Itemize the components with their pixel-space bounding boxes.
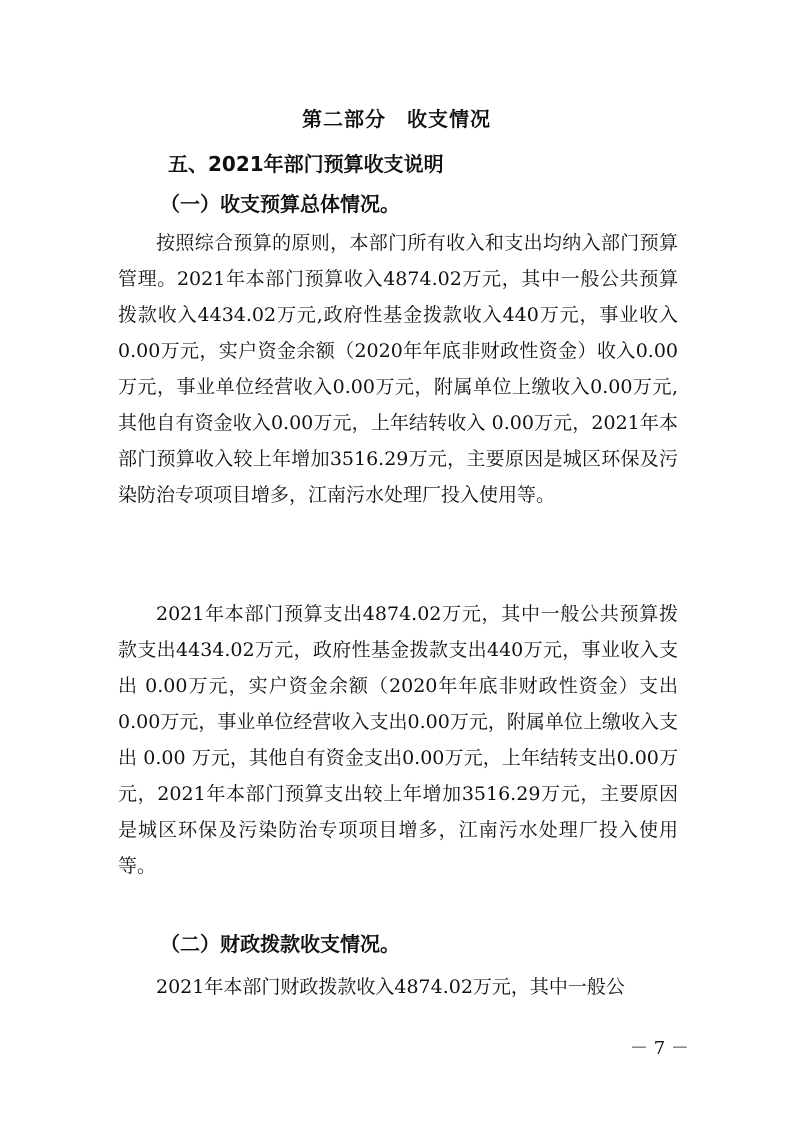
page-number: － 7 －: [630, 1038, 689, 1059]
subsection-heading-fiscal: （二）财政拨款收支情况。: [160, 932, 400, 956]
part-title: 第二部分 收支情况: [302, 107, 491, 131]
paragraph-fiscal-allocation: 2021年本部门财政拨款收入4874.02万元，其中一般公: [156, 976, 625, 998]
section-heading: 五、2021年部门预算收支说明: [168, 152, 444, 176]
paragraph-budget-income: 按照综合预算的原则，本部门所有收入和支出均纳入部门预算管理。2021年本部门预算收入4874.02万元，其中一般公共预算拨款收入4434.02万元,政府性基金拨款收入440万元，事业收入0.00万元，实户资金余额（2020年年底非财政性资金）收入0.00万元，事业单位经营收入0.00万元，附属单位上缴收入0.00万元,其他自有资金收入0.00万元，上年结转收入 0.00万元，2021年本部门预算收入较上年增加3516.29万元，主要原因是城区环保及污染防治专项项目增多，江南污水处理厂投入使用等。: [118, 232, 678, 506]
subsection-heading-overall: （一）收支预算总体情况。: [160, 192, 400, 216]
paragraph-budget-expenditure: 2021年本部门预算支出4874.02万元，其中一般公共预算拨款支出4434.02万元，政府性基金拨款支出440万元，事业收入支出 0.00万元，实户资金余额（2020年年底非财政性资金）支出0.00万元，事业单位经营收入支出0.00万元，附属单位上缴收入支出 0.00 万元，其他自有资金支出0.00万元，上年结转支出0.00万元，2021年本部门预算支出较上年增加3516.29万元，主要原因是城区环保及污染防治专项项目增多，江南污水处理厂投入使用等。: [118, 603, 678, 877]
